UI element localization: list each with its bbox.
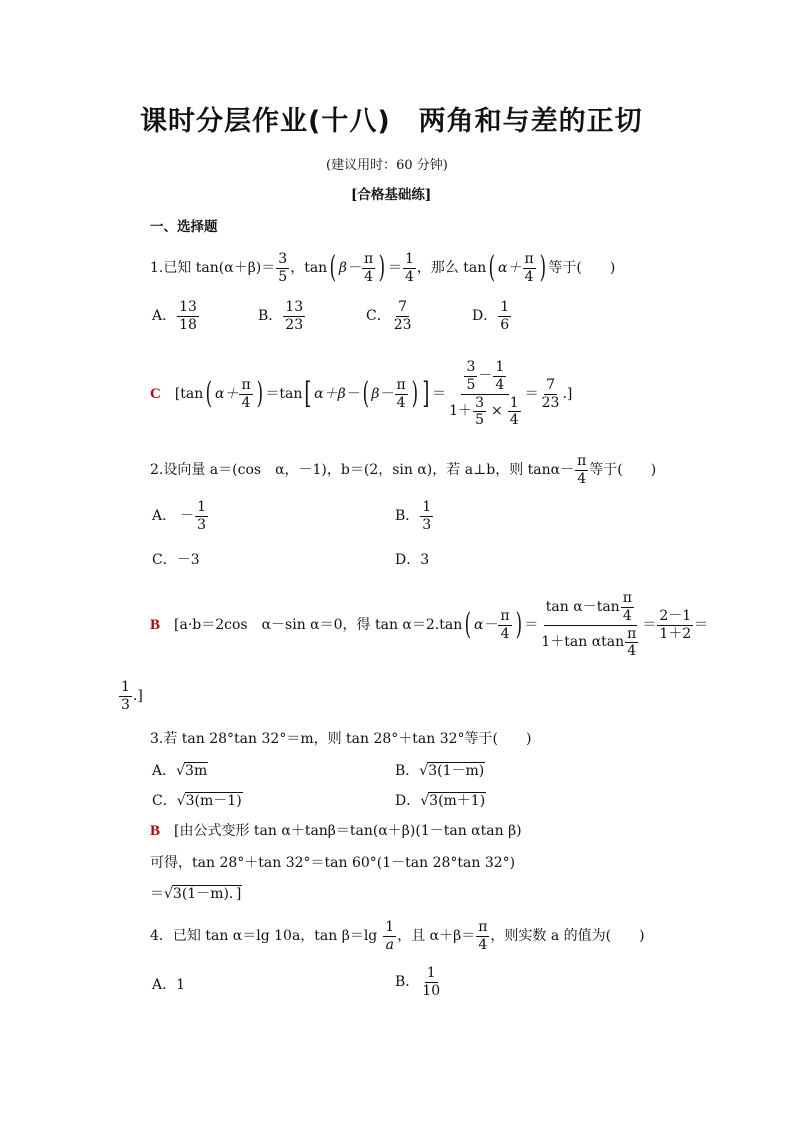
- q1-prefix: 1.已知 tan(α＋β)＝: [150, 260, 276, 276]
- complex-fraction: $\frac{3}{5}$ － $\frac{1}{4}$ 1＋ $\frac{3}{5}$ × $\frac{1}{4}$: [449, 359, 519, 429]
- q2-solution-cont: $\frac{1}{3}$ .]: [121, 679, 143, 713]
- q3-option-d: D．√3(m＋1): [395, 793, 486, 809]
- fraction: $\frac{1}{4}$: [404, 250, 414, 285]
- q3-option-a: A．√3m: [152, 763, 208, 779]
- q1-option-d: D． $\frac{1}{6}$: [472, 299, 510, 333]
- q1-option-b: B． $\frac{13}{23}$: [258, 299, 304, 333]
- q3-option-b: B．√3(1－m): [395, 763, 485, 779]
- q1-option-c: C． $\frac{7}{23}$: [366, 299, 412, 333]
- answer-letter: B: [150, 617, 161, 633]
- complex-fraction: tan α－tan $\frac{\pi}{4}$ 1＋tan αtan $\frac{\pi}{4}$: [541, 590, 637, 660]
- question-3: 3.若 tan 28°tan 32°＝m，则 tan 28°＋tan 32°等于( ): [150, 731, 532, 747]
- q2-option-a: A． － $\frac{1}{3}$: [152, 499, 207, 533]
- question-4: 4．已知 tan α＝lg 10a，tan β＝lg $\frac{1}{a}$ ，且 α＋β＝ $\frac{\pi}{4}$ ，则实数 a 的值为( ): [150, 918, 645, 953]
- part-heading: 一、选择题: [150, 219, 218, 235]
- q4-option-a: A．1: [152, 977, 186, 993]
- question-1: 1.已知 tan(α＋β)＝ $\frac{3}{5}$ ，tan ( β－ $\frac{\pi}{4}$ ) ＝ $\frac{1}{4}$ ，那么 tan ( α＋ $\frac{\pi}{4}$ ) 等于( ): [150, 250, 616, 285]
- q3-solution-line3: ＝√3(1－m)．]: [150, 886, 242, 902]
- q2-option-b: B． $\frac{1}{3}$: [395, 499, 432, 533]
- q2-solution: B [a·b＝2cos α－sin α＝0，得 tan α＝2.tan ( α－ $\frac{\pi}{4}$ ) ＝ tan α－tan $\frac{\pi}{4}$ 1＋tan αtan $\frac{\pi}{4}$ ＝ $\frac{2-1}{1+2}$ ＝: [150, 590, 709, 660]
- page-title: 课时分层作业(十八) 两角和与差的正切: [140, 106, 643, 137]
- q3-solution: B [由公式变形 tan α＋tanβ＝tan(α＋β)(1－tan αtan β): [150, 823, 522, 839]
- q2-option-c: C．－3: [152, 552, 200, 568]
- q1-option-a: A． $\frac{13}{18}$: [152, 299, 197, 333]
- section-label: [合格基础练]: [351, 187, 432, 203]
- answer-letter: C: [150, 386, 161, 402]
- q1-solution: C [tan ( α＋ $\frac{\pi}{4}$ ) ＝tan [ α＋β－ ( β－ $\frac{\pi}{4}$ ) ] ＝ $\frac{3}{5}$ － $\frac{1}{4}$ 1＋ $\frac{3}{5}$ × $\frac{1}{4}$ ＝ $\frac{7}{23}$ .]: [150, 359, 573, 429]
- fraction: $\frac{3}{5}$: [278, 250, 288, 285]
- q4-option-b: B． $\frac{1}{10}$: [395, 965, 441, 999]
- q2-option-d: D．3: [395, 552, 430, 568]
- fraction: $\frac{\pi}{4}$: [364, 250, 374, 285]
- fraction: $\frac{\pi}{4}$: [524, 250, 534, 285]
- q3-solution-line2: 可得，tan 28°＋tan 32°＝tan 60°(1－tan 28°tan 32°): [150, 855, 516, 871]
- q3-option-c: C．√3(m－1): [152, 793, 242, 809]
- question-2: 2.设向量 a＝(cos α，－1)，b＝(2，sin α)，若 a⊥b，则 tanα－ $\frac{\pi}{4}$ 等于( ): [150, 452, 657, 487]
- time-note: (建议用时：60 分钟): [326, 158, 448, 173]
- answer-letter: B: [150, 823, 161, 839]
